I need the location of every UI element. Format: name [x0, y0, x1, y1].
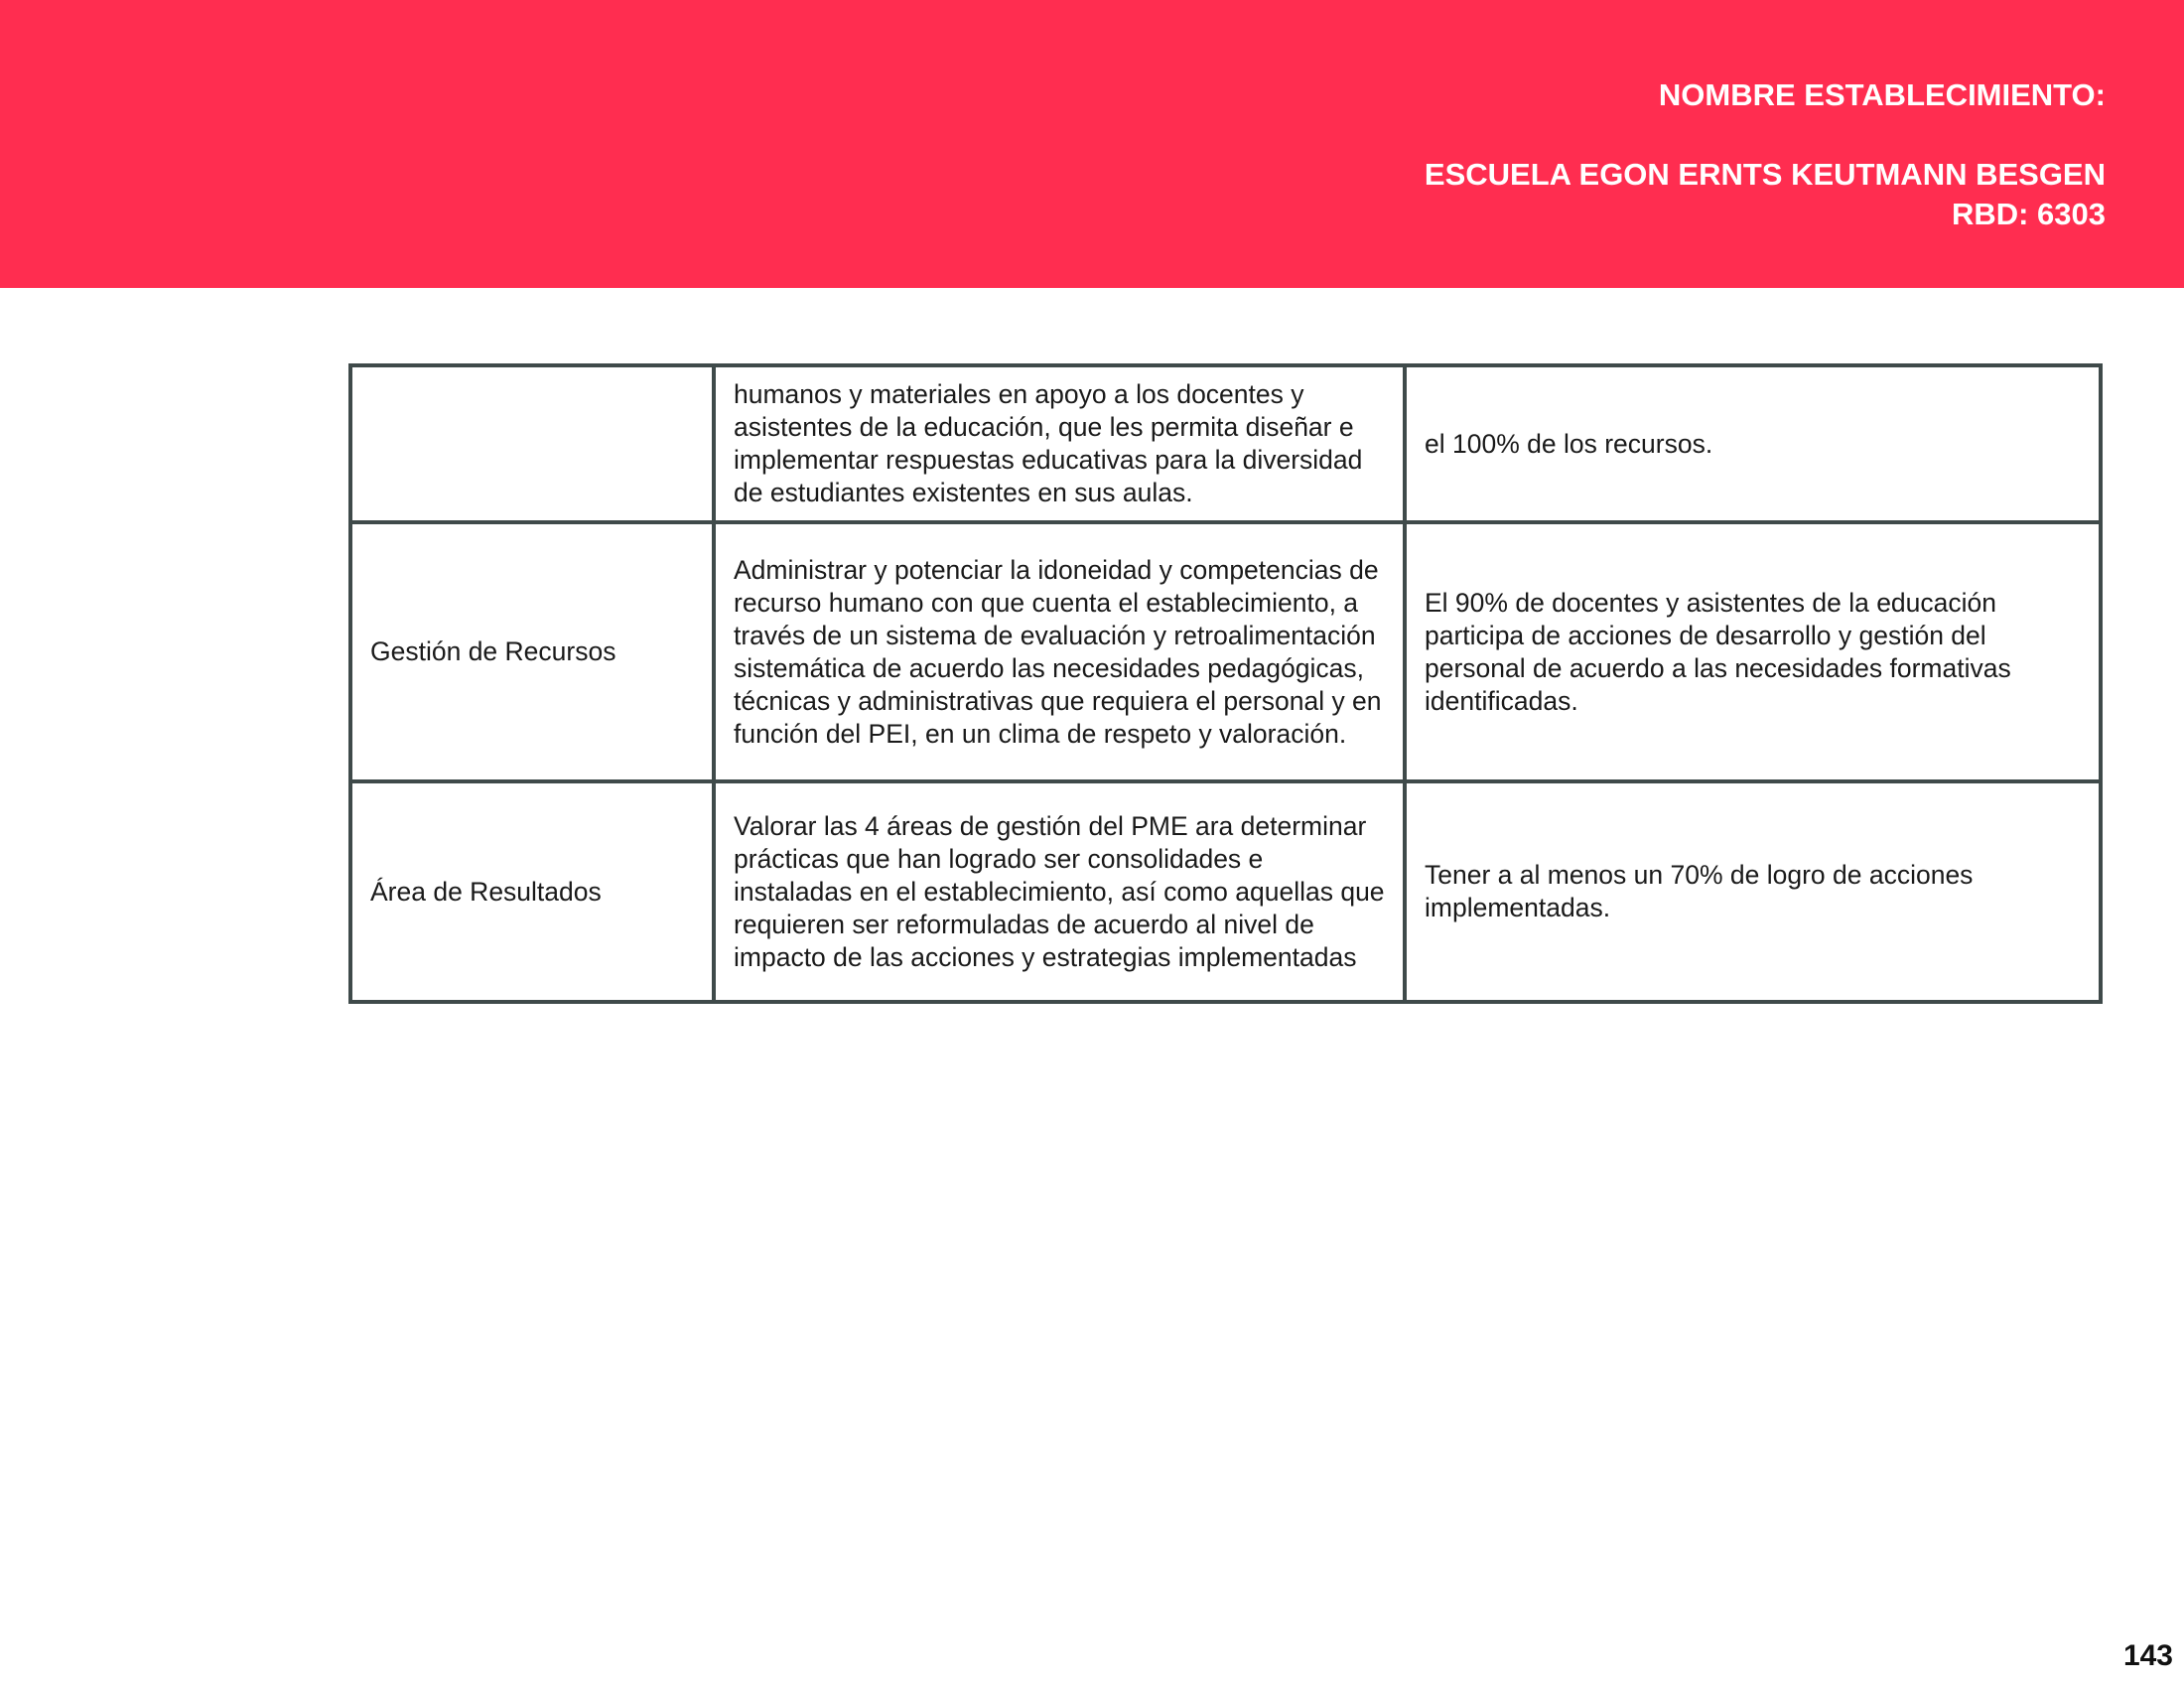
goal-cell: el 100% de los recursos. [1405, 365, 2101, 522]
objective-cell: humanos y materiales en apoyo a los docentes y asistentes de la educación, que les permita diseñar e implementar respuestas educativas para la diversidad de estudiantes existentes en sus aulas. [714, 365, 1405, 522]
header-band [0, 0, 2184, 288]
page-number: 143 [2122, 1639, 2173, 1672]
school-name: ESCUELA EGON ERNTS KEUTMANN BESGEN [1424, 157, 2106, 192]
objectives-table [348, 363, 2103, 1004]
area-cell: Área de Resultados [350, 781, 714, 1002]
table-row [350, 781, 2101, 1002]
rbd-code: RBD: 6303 [1951, 197, 2106, 231]
table-row [350, 522, 2101, 781]
goal-cell: Tener a al menos un 70% de logro de acciones implementadas. [1405, 781, 2101, 1002]
goal-cell: El 90% de docentes y asistentes de la educación participa de acciones de desarrollo y gestión del personal de acuerdo a las necesidades formativas identificadas. [1405, 522, 2101, 781]
establishment-label: NOMBRE ESTABLECIMIENTO: [1658, 77, 2106, 112]
header-text [1425, 75, 2106, 234]
area-cell: Gestión de Recursos [350, 522, 714, 781]
area-cell [350, 365, 714, 522]
objective-cell: Valorar las 4 áreas de gestión del PME ara determinar prácticas que han logrado ser consolidades e instaladas en el establecimiento, así como aquellas que requieren ser reformuladas de acuerdo al nivel de impacto de las acciones y estrategias implementadas [714, 781, 1405, 1002]
table-row [350, 365, 2101, 522]
objective-cell: Administrar y potenciar la idoneidad y competencias de recurso humano con que cuenta el establecimiento, a través de un sistema de evaluación y retroalimentación sistemática de acuerdo las necesidades pedagógicas, técnicas y administrativas que requiera el personal y en función del PEI, en un clima de respeto y valoración. [714, 522, 1405, 781]
